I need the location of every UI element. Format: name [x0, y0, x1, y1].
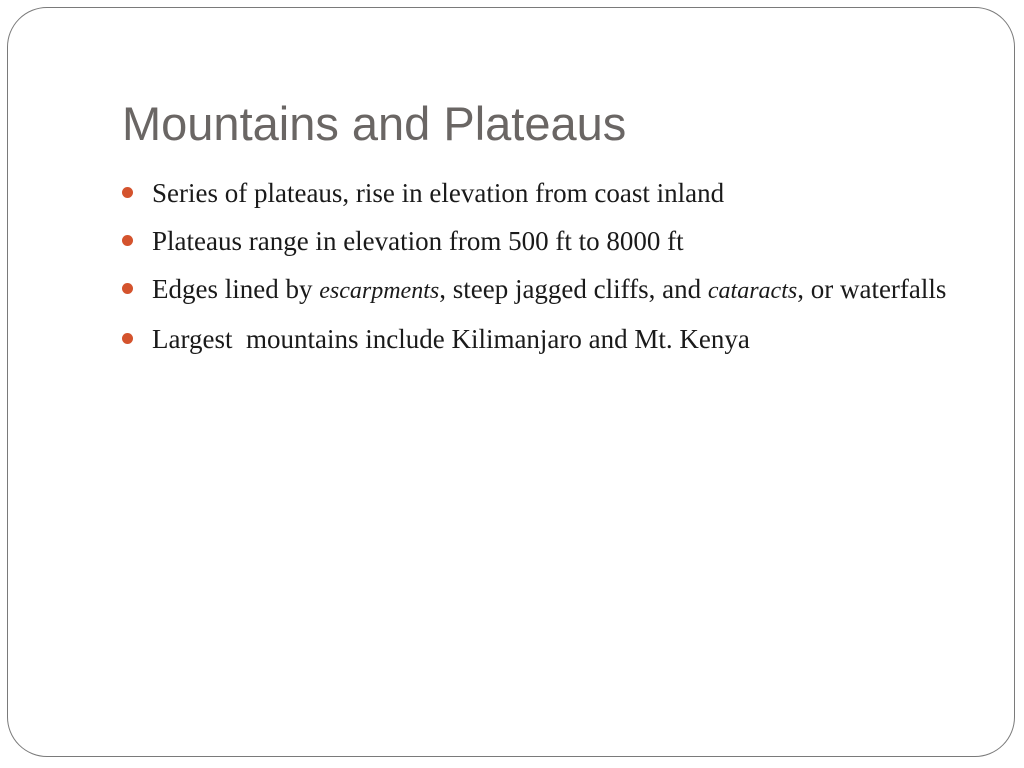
bullet-dot-icon	[122, 333, 133, 344]
slide-frame	[7, 7, 1015, 757]
bullet-item-largest-mountains	[120, 320, 980, 359]
bullet-text: Largest mountains include Kilimanjaro and Mt. Kenya	[152, 324, 750, 354]
term-escarpments: escarpments	[319, 278, 440, 304]
bullet-item-edges	[120, 270, 980, 311]
bullet-text-part: Edges lined by	[152, 274, 320, 304]
bullet-list	[120, 174, 980, 368]
bullet-dot-icon	[122, 187, 133, 198]
bullet-dot-icon	[122, 283, 133, 294]
slide-title: Mountains and Plateaus	[122, 97, 627, 150]
bullet-dot-icon	[122, 235, 133, 246]
term-cataracts: cataracts	[707, 278, 798, 304]
bullet-text-part: , steep jagged cliffs, and	[439, 274, 708, 304]
bullet-text-part: , or waterfalls	[797, 274, 947, 304]
bullet-item-series-of-plateaus	[120, 174, 980, 213]
bullet-text: Series of plateaus, rise in elevation from coast inland	[152, 178, 725, 208]
bullet-text: Plateaus range in elevation from 500 ft to 8000 ft	[152, 226, 684, 256]
bullet-item-elevation-range	[120, 222, 980, 261]
